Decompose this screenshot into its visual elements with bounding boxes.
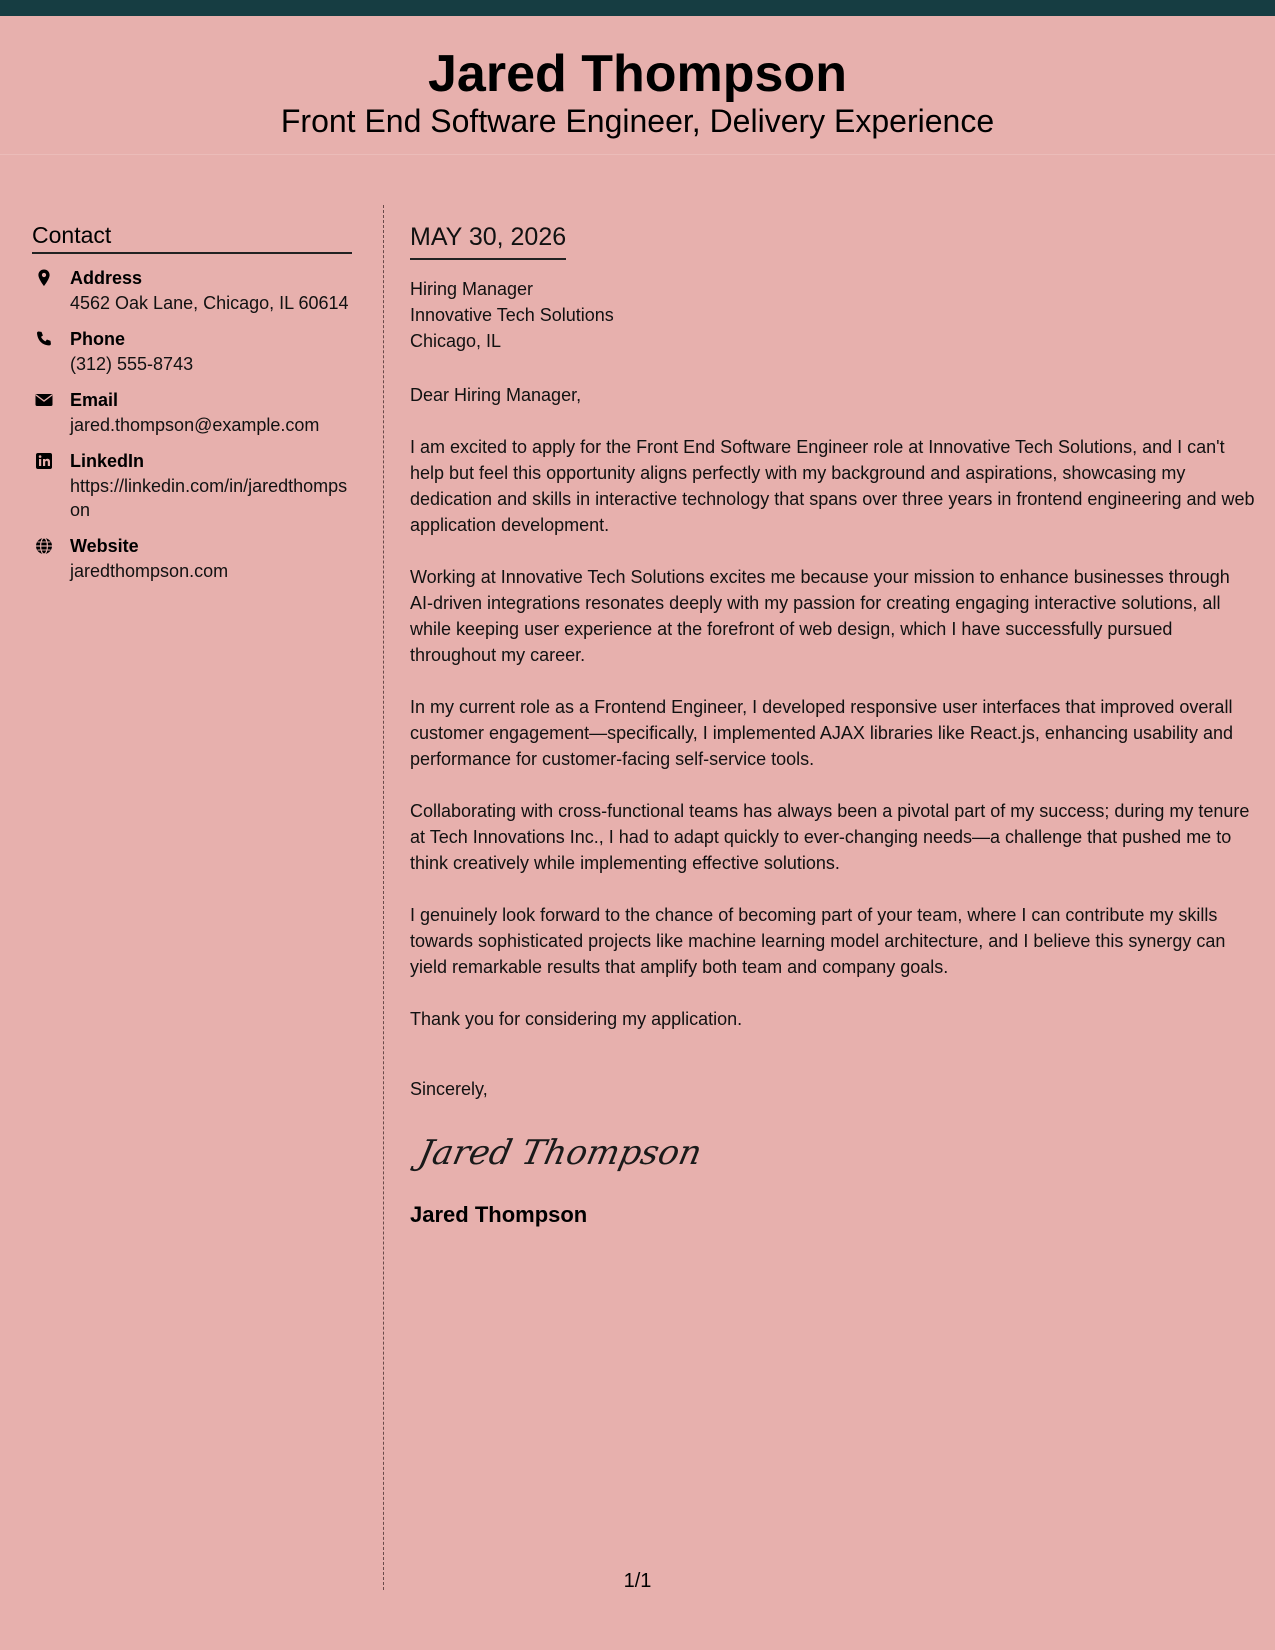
contact-label: Email <box>70 390 119 410</box>
contact-item-website <box>32 534 352 583</box>
letter-paragraph: Working at Innovative Tech Solutions excites me because your mission to enhance businesses through AI-driven integrations resonates deeply with my passion for creating engaging interactive solutions, all while keeping user experience at the forefront of web design, which I have successfully pursued throughout my career. <box>410 567 1230 665</box>
applicant-name: Jared Thompson <box>428 45 847 103</box>
letter-paragraph: Collaborating with cross-functional teams has always been a pivotal part of my success; during my tenure at Tech Innovations Inc., I had to adapt quickly to ever-changing needs—a challenge that pushed me to think creatively while implementing effective solutions. <box>410 801 1250 873</box>
closing: Sincerely, <box>410 1079 488 1099</box>
website-value: jaredthompson.com <box>70 561 229 581</box>
map-marker-icon <box>34 268 54 288</box>
contact-item-email <box>32 388 352 437</box>
top-accent-bar <box>0 0 1275 16</box>
handwritten-signature <box>414 1122 706 1182</box>
svg-text:Jared Thompson: Jared Thompson <box>415 1133 706 1173</box>
recipient-line: Innovative Tech Solutions <box>410 305 614 325</box>
recipient-line: Chicago, IL <box>410 331 502 351</box>
linkedin-icon <box>34 451 54 471</box>
contact-item-linkedin <box>32 449 352 522</box>
recipient-block <box>410 276 1255 354</box>
address-value: 4562 Oak Lane, Chicago, IL 60614 <box>70 293 349 313</box>
linkedin-value: https://linkedin.com/in/jaredthompson <box>70 476 348 520</box>
recipient-line: Hiring Manager <box>410 279 534 299</box>
column-divider <box>383 205 384 1590</box>
contact-label: Website <box>70 536 139 556</box>
phone-value: (312) 555-8743 <box>70 354 194 374</box>
email-value: jared.thompson@example.com <box>70 415 320 435</box>
job-title: Front End Software Engineer, Delivery Experience <box>280 103 995 139</box>
letter-date: MAY 30, 2026 <box>410 220 566 260</box>
signer-name: Jared Thompson <box>410 1202 588 1227</box>
page-number: 1/1 <box>623 1570 652 1592</box>
contact-item-address <box>32 266 352 315</box>
page-header <box>0 16 1275 155</box>
letter-paragraph: I am excited to apply for the Front End Software Engineer role at Innovative Tech Solutions, and I can't help but feel this opportunity aligns perfectly with my background and aspirations, showcasing my dedication and skills in interactive technology that spans over three years in frontend engineering and web application development. <box>410 437 1255 535</box>
contact-heading: Contact <box>32 220 352 254</box>
salutation: Dear Hiring Manager, <box>410 385 582 405</box>
envelope-icon <box>34 390 54 410</box>
contact-label: Phone <box>70 329 126 349</box>
globe-icon <box>34 536 54 556</box>
letter-paragraph: I genuinely look forward to the chance of becoming part of your team, where I can contribute my skills towards sophisticated projects like machine learning model architecture, and I believe this synergy can yield remarkable results that amplify both team and company goals. <box>410 905 1226 977</box>
contact-label: LinkedIn <box>70 451 145 471</box>
contact-section <box>32 220 352 583</box>
contact-item-phone <box>32 327 352 376</box>
letter-paragraph: In my current role as a Frontend Engineer, I developed responsive user interfaces that improved overall customer engagement—specifically, I implemented AJAX libraries like React.js, enhancing usability and performance for customer-facing self-service tools. <box>410 697 1234 769</box>
phone-icon <box>34 329 54 349</box>
thank-you-line: Thank you for considering my application. <box>410 1009 743 1029</box>
letter-body <box>410 220 1255 1229</box>
contact-label: Address <box>70 268 143 288</box>
